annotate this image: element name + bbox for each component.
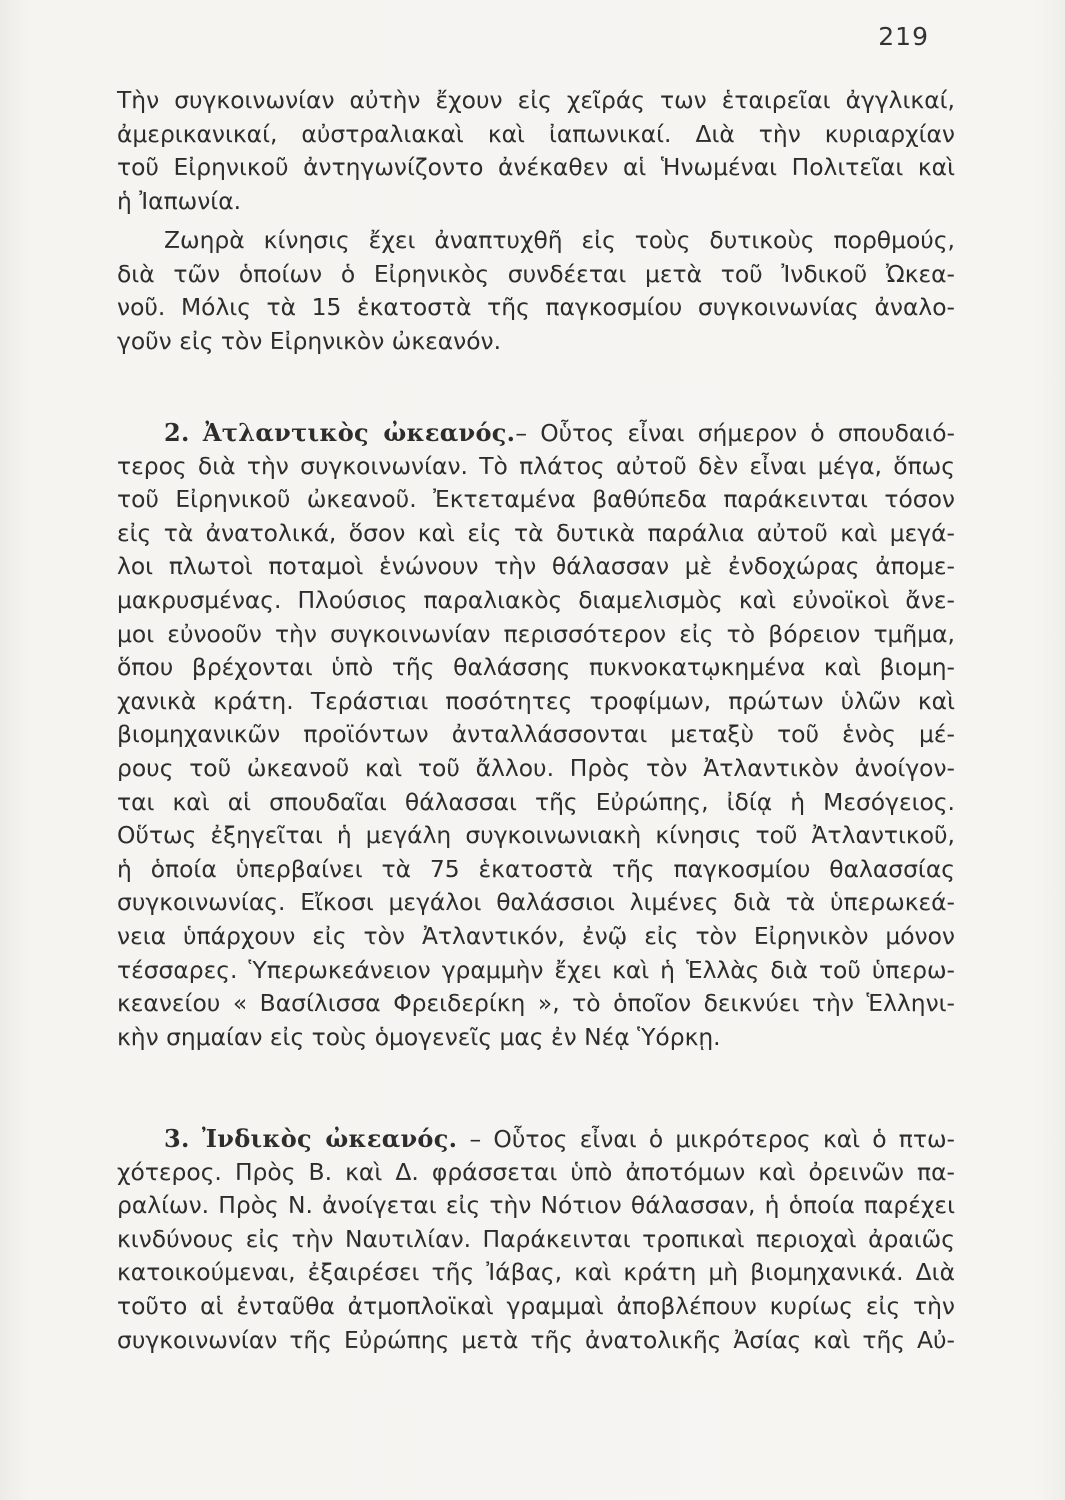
section-number: 3.: [164, 1124, 190, 1153]
text-line: Ζωηρὰ κίνησις ἔχει ἀναπτυχθῆ εἰς τοὺς δυτικοὺς πορθμούς,: [164, 226, 955, 254]
text-line: ὅπου βρέχονται ὑπὸ τῆς θαλάσσης πυκνοκατῳκημένα καὶ βιομη-: [117, 653, 955, 682]
text-line: χανικὰ κράτη. Τεράστιαι ποσότητες τροφίμων, πρώτων ὑλῶν καὶ: [117, 686, 955, 715]
heading-continuation: – Οὗτος εἶναι σήμερον ὁ σπουδαιό-: [515, 419, 955, 447]
text-line: λοι πλωτοὶ ποταμοὶ ἑνώνουν τὴν θάλασσαν μὲ ἐνδοχώρας ἀπομε-: [117, 552, 955, 581]
section-number: 2.: [164, 418, 190, 447]
text-line: κινδύνους εἰς τὴν Ναυτιλίαν. Παράκεινται τροπικαὶ περιοχαὶ ἀραιῶς: [117, 1224, 955, 1253]
section-term: Ἰνδικὸς ὠκεανός.: [201, 1124, 458, 1153]
text-line: τοῦ Εἰρηνικοῦ ἀντηγωνίζοντο ἀνέκαθεν αἱ Ἡνωμέναι Πολιτεῖαι καὶ: [117, 153, 955, 182]
text-line: κεανείου « Βασίλισσα Φρειδερίκη », τὸ ὁποῖον δεικνύει τὴν Ἑλληνι-: [117, 989, 955, 1018]
text-line: κὴν σημαίαν εἰς τοὺς ὁμογενεῖς μας ἐν Νέᾳ Ὑόρκῃ.: [117, 1022, 721, 1051]
section-indian-ocean: [117, 1122, 955, 1357]
section-term: Ἀτλαντικὸς ὠκεανός.: [202, 418, 516, 447]
text-line: διὰ τῶν ὁποίων ὁ Εἰρηνικὸς συνδέεται μετὰ τοῦ Ἰνδικοῦ Ὠκεα-: [117, 259, 955, 288]
text-line: ἀμερικανικαί, αὐστραλιακαὶ καὶ ἰαπωνικαί. Διὰ τὴν κυριαρχίαν: [117, 119, 955, 148]
section-heading-line: [117, 416, 955, 450]
text-line: εἰς τὰ ἀνατολικά, ὅσον καὶ εἰς τὰ δυτικὰ παράλια αὐτοῦ καὶ μεγά-: [117, 518, 955, 547]
text-line: τοῦ Εἰρηνικοῦ ὠκεανοῦ. Ἐκτεταμένα βαθύπεδα παράκεινται τόσον: [117, 485, 955, 514]
text-line: νοῦ. Μόλις τὰ 15 ἑκατοστὰ τῆς παγκοσμίου συγκοινωνίας ἀναλο-: [117, 293, 955, 322]
text-line: ἡ Ἰαπωνία.: [117, 186, 242, 215]
text-line: τοῦτο αἱ ἐνταῦθα ἀτμοπλοϊκαὶ γραμμαὶ ἀποβλέπουν κυρίως εἰς τὴν: [117, 1291, 955, 1320]
text-line: ρους τοῦ ὠκεανοῦ καὶ τοῦ ἄλλου. Πρὸς τὸν Ἀτλαντικὸν ἀνοίγον-: [117, 753, 955, 782]
section-heading-line: [117, 1122, 955, 1156]
page-number: 219: [878, 22, 929, 51]
text-line: Τὴν συγκοινωνίαν αὐτὴν ἔχουν εἰς χεῖράς των ἑταιρεῖαι ἀγγλικαί,: [117, 86, 955, 114]
text-line: τερος διὰ τὴν συγκοινωνίαν. Τὸ πλάτος αὐτοῦ δὲν εἶναι μέγα, ὅπως: [117, 451, 955, 480]
text-line: βιομηχανικῶν προϊόντων ἀνταλλάσσονται μεταξὺ τοῦ ἑνὸς μέ-: [117, 720, 955, 749]
paragraph-western-straits: [117, 224, 955, 358]
text-line: συγκοινωνίας. Εἴκοσι μεγάλοι θαλάσσιοι λιμένες διὰ τὰ ὑπερωκεά-: [117, 888, 955, 917]
text-line: μοι εὐνοοῦν τὴν συγκοινωνίαν περισσότερον εἰς τὸ βόρειον τμῆμα,: [117, 619, 955, 648]
text-line: ραλίων. Πρὸς Ν. ἀνοίγεται εἰς τὴν Νότιον θάλασσαν, ἡ ὁποία παρέχει: [117, 1191, 955, 1220]
text-line: συγκοινωνίαν τῆς Εὐρώπης μετὰ τῆς ἀνατολικῆς Ἀσίας καὶ τῆς Αὐ-: [117, 1325, 955, 1354]
heading-continuation: – Οὗτος εἶναι ὁ μικρότερος καὶ ὁ πτω-: [469, 1125, 955, 1153]
text-line: ἡ ὁποία ὑπερβαίνει τὰ 75 ἑκατοστὰ τῆς παγκοσμίου θαλασσίας: [117, 854, 955, 883]
section-atlantic-ocean: [117, 416, 955, 1054]
text-line: τέσσαρες. Ὑπερωκεάνειον γραμμὴν ἔχει καὶ ἡ Ἑλλὰς διὰ τοῦ ὑπερω-: [117, 955, 955, 984]
text-line: χότερος. Πρὸς Β. καὶ Δ. φράσσεται ὑπὸ ἀποτόμων καὶ ὀρεινῶν πα-: [117, 1157, 955, 1186]
text-line: ται καὶ αἱ σπουδαῖαι θάλασσαι τῆς Εὐρώπης, ἰδίᾳ ἡ Μεσόγειος.: [117, 787, 955, 816]
text-line: κατοικούμεναι, ἐξαιρέσει τῆς Ἰάβας, καὶ κράτη μὴ βιομηχανικά. Διὰ: [117, 1258, 955, 1287]
text-line: γοῦν εἰς τὸν Εἰρηνικὸν ὠκεανόν.: [117, 326, 502, 355]
text-line: Οὕτως ἐξηγεῖται ἡ μεγάλη συγκοινωνιακὴ κίνησις τοῦ Ἀτλαντικοῦ,: [117, 821, 955, 850]
paragraph-pacific-control: [117, 84, 955, 218]
text-line: μακρυσμένας. Πλούσιος παραλιακὸς διαμελισμὸς καὶ εὐνοϊκοὶ ἄνε-: [117, 585, 955, 614]
text-line: νεια ὑπάρχουν εἰς τὸν Ἀτλαντικόν, ἐνῷ εἰς τὸν Εἰρηνικὸν μόνον: [117, 921, 955, 950]
